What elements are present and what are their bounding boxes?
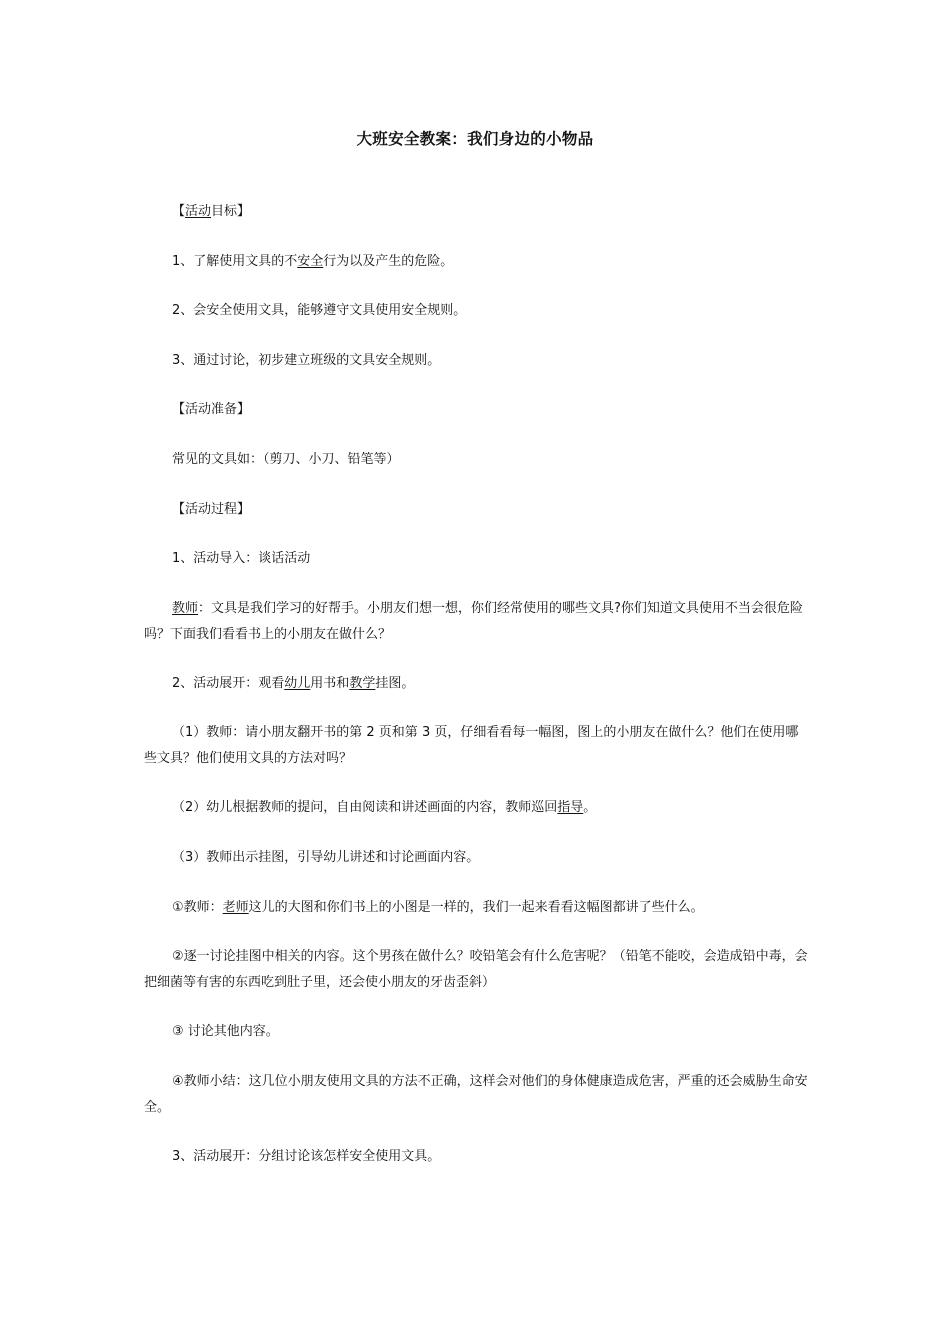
step-3: 3、活动展开：分组讨论该怎样安全使用文具。 — [172, 1149, 441, 1164]
link-youer[interactable]: 幼儿 — [284, 676, 311, 691]
bracket-open: 【 — [172, 204, 186, 219]
circle-item-1 — [144, 895, 809, 921]
goal-1-pre: 1、了解使用文具的不 — [172, 254, 298, 269]
teacher-intro-text: ：文具是我们学习的好帮手。小朋友们想一想，你们经常使用的哪些文具?你们知道文具使用不当会很危险吗？下面我们看看书上的小朋友在做什么？ — [144, 601, 803, 642]
link-anquan[interactable]: 安全 — [297, 254, 324, 269]
sub-2-pre: （2）幼儿根据教师的提问，自由阅读和讲述画面的内容，教师巡回 — [172, 800, 558, 815]
goal-item-3: 3、通过讨论，初步建立班级的文具安全规则。 — [172, 353, 441, 368]
prep-heading: 【活动准备】 — [172, 402, 251, 417]
goal-1-post: 行为以及产生的危险。 — [323, 254, 454, 269]
link-jiaoshi[interactable]: 教师 — [172, 601, 199, 616]
link-laoshi[interactable]: 老师 — [222, 900, 249, 915]
circle-1-pre: ①教师： — [172, 900, 223, 915]
circle-item-2: ②逐一讨论挂图中相关的内容。这个男孩在做什么？咬铅笔会有什么危害呢？（铅笔不能咬，会造成铅中毒，会把细菌等有害的东西吃到肚子里，还会使小朋友的牙齿歪斜） — [144, 949, 808, 990]
goal-item-2: 2、会安全使用文具，能够遵守文具使用安全规则。 — [172, 303, 467, 318]
process-heading: 【活动过程】 — [172, 502, 251, 517]
sub-item-2 — [144, 795, 809, 821]
link-jiaoxue[interactable]: 教学 — [349, 676, 376, 691]
document-title: 大班安全教案：我们身边的小物品 — [356, 130, 594, 148]
goal-item-1 — [144, 249, 809, 275]
teacher-intro — [144, 596, 809, 648]
heading-text: 目标】 — [211, 204, 251, 219]
sub-item-1: （1）教师：请小朋友翻开书的第 2 页和第 3 页，仔细看看每一幅图，图上的小朋友在做什么？他们在使用哪些文具？他们使用文具的方法对吗？ — [144, 725, 799, 766]
step-2-post: 挂图。 — [375, 676, 415, 691]
step-2-mid: 用书和 — [310, 676, 350, 691]
step-1: 1、活动导入：谈话活动 — [172, 551, 311, 566]
step-2 — [144, 671, 809, 697]
prep-text: 常见的文具如：（剪刀、小刀、铅笔等） — [172, 452, 400, 467]
circle-item-3: ③ 讨论其他内容。 — [172, 1024, 279, 1039]
goal-heading — [144, 199, 809, 225]
sub-item-3: （3）教师出示挂图，引导幼儿讲述和讨论画面内容。 — [172, 850, 480, 865]
sub-2-post: 。 — [583, 800, 597, 815]
link-huodong[interactable]: 活动 — [185, 204, 212, 219]
circle-1-post: 这儿的大图和你们书上的小图是一样的，我们一起来看看这幅图都讲了些什么。 — [248, 900, 704, 915]
step-2-pre: 2、活动展开：观看 — [172, 676, 285, 691]
circle-item-4: ④教师小结：这几位小朋友使用文具的方法不正确，这样会对他们的身体健康造成危害，严重的还会威胁生命安全。 — [144, 1074, 808, 1115]
link-zhidao[interactable]: 指导 — [557, 800, 584, 815]
